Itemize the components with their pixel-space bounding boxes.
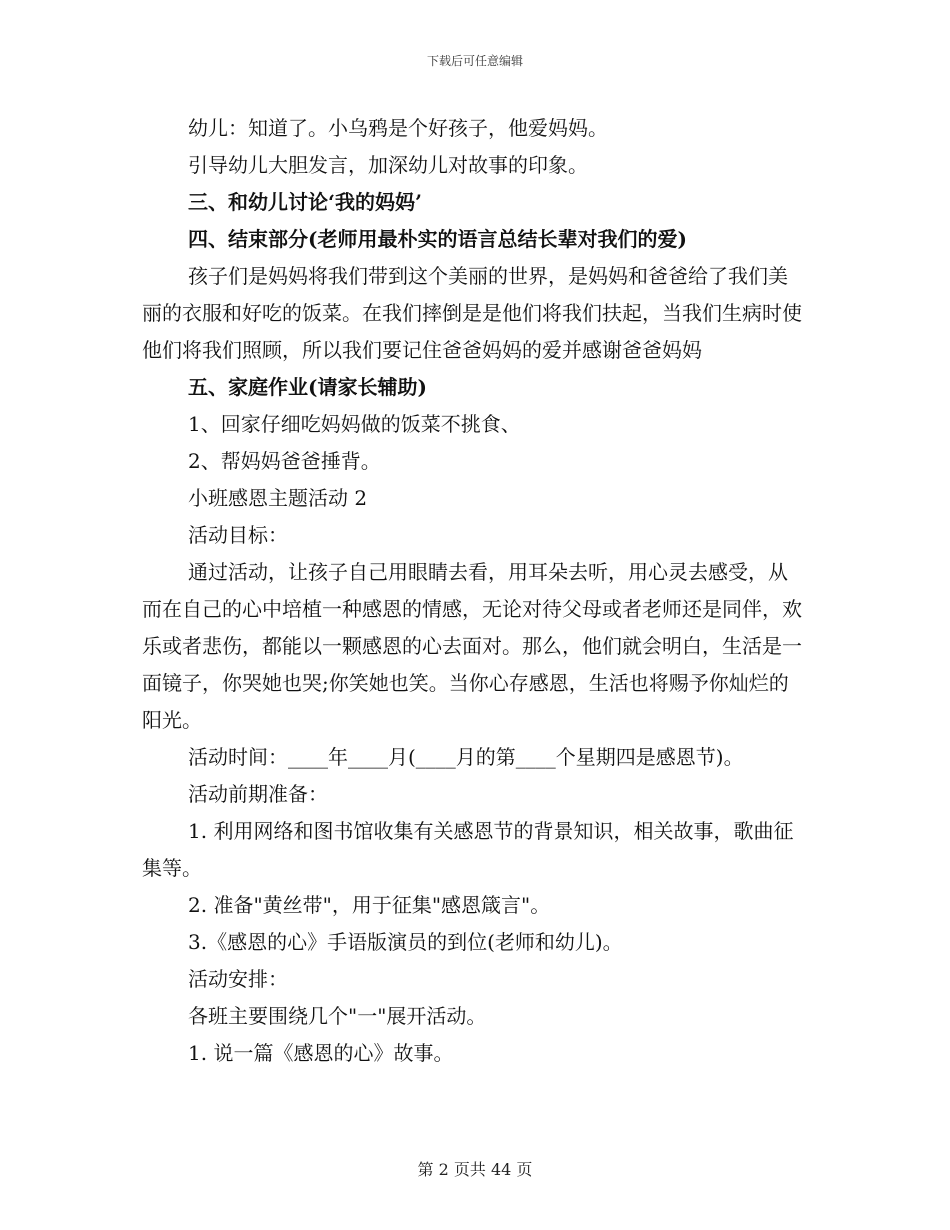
list-item: 3.《感恩的心》手语版演员的到位(老师和幼儿)。 <box>188 930 623 954</box>
paragraph: 各班主要围绕几个"一"展开活动。 <box>188 1004 487 1028</box>
document-body <box>142 110 807 1072</box>
list-item: 1. 利用网络和图书馆收集有关感恩节的背景知识，相关故事，歌曲征集等。 <box>142 819 794 880</box>
paragraph: 通过活动，让孩子自己用眼睛去看，用耳朵去听，用心灵去感受，从而在自己的心中培植一种感恩的情感，无论对待父母或者老师还是同伴，欢乐或者悲伤，都能以一颗感恩的心去面对。那么，他们就会明白，生活是一面镜子，你哭她也哭;你笑她也笑。当你心存感恩，生活也将赐予你灿烂的阳光。 <box>142 560 802 732</box>
paragraph: 活动时间：____年____月(____月的第____个星期四是感恩节)。 <box>188 745 744 769</box>
list-item: 2. 准备"黄丝带"，用于征集"感恩箴言"。 <box>188 893 551 917</box>
list-item: 1. 说一篇《感恩的心》故事。 <box>188 1041 454 1065</box>
page-footer: 第 2 页共 44 页 <box>417 1160 533 1179</box>
paragraph: 活动目标： <box>188 523 288 547</box>
paragraph: 孩子们是妈妈将我们带到这个美丽的世界，是妈妈和爸爸给了我们美丽的衣服和好吃的饭菜。在我们摔倒是是他们将我们扶起，当我们生病时使他们将我们照顾，所以我们要记住爸爸妈妈的爱并感谢爸爸妈妈 <box>142 264 802 362</box>
paragraph: 幼儿：知道了。小乌鸦是个好孩子，他爱妈妈。 <box>188 116 608 140</box>
list-item: 2、帮妈妈爸爸捶背。 <box>188 449 381 473</box>
paragraph: 活动安排： <box>188 967 288 991</box>
section-heading: 四、结束部分(老师用最朴实的语言总结长辈对我们的爱) <box>188 227 687 251</box>
paragraph: 引导幼儿大胆发言，加深幼儿对故事的印象。 <box>188 153 588 177</box>
section-heading: 三、和幼儿讨论‘我的妈妈’ <box>188 190 422 214</box>
activity-title: 小班感恩主题活动 2 <box>188 486 368 510</box>
page-header: 下载后可任意编辑 <box>426 54 523 68</box>
list-item: 1、回家仔细吃妈妈做的饭菜不挑食、 <box>188 412 521 436</box>
paragraph: 活动前期准备： <box>188 782 328 806</box>
section-heading: 五、家庭作业(请家长辅助) <box>188 375 427 399</box>
